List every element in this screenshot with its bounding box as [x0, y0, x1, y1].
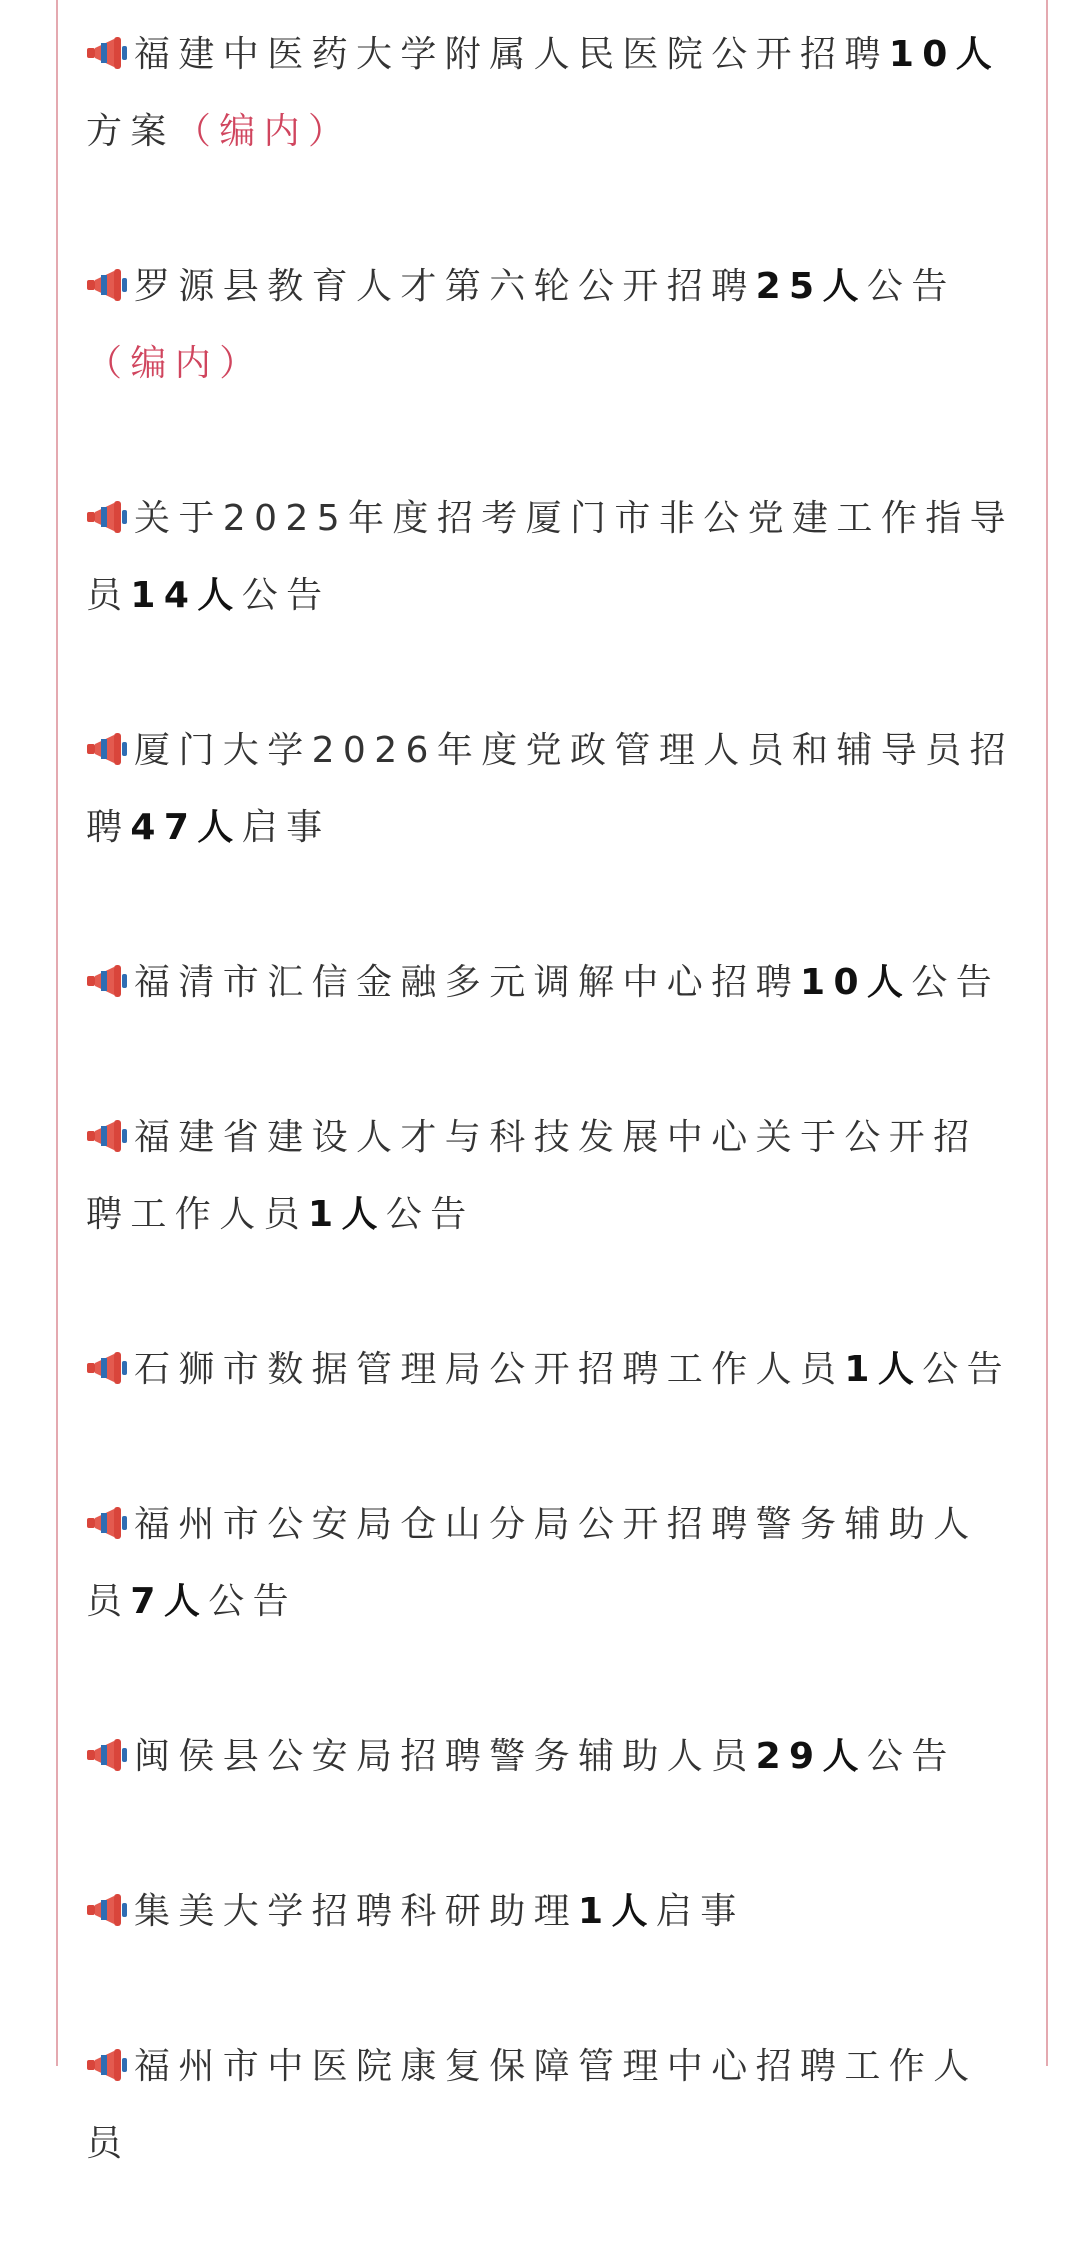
item-title: 福州市中医院康复保障管理中心招聘工作人员	[86, 2046, 978, 2164]
item-suffix: 公告	[911, 962, 1001, 1003]
item-suffix: 公告	[385, 1194, 475, 1235]
item-title: 福清市汇信金融多元调解中心招聘	[134, 962, 801, 1003]
recruit-count: 1人	[308, 1194, 386, 1235]
list-item-10[interactable]	[86, 1873, 1016, 1950]
list-item-7[interactable]	[86, 1331, 1016, 1408]
recruit-count: 7人	[130, 1581, 209, 1622]
item-title: 福建中医药大学附属人民医院公开招聘	[134, 34, 889, 75]
megaphone-icon	[86, 1893, 130, 1927]
item-suffix: 公告	[241, 575, 331, 616]
recruit-count: 47人	[130, 807, 242, 848]
recruit-count: 14人	[130, 575, 242, 616]
item-suffix: 公告	[208, 1581, 298, 1622]
item-suffix: 启事	[241, 807, 331, 848]
item-title: 石狮市数据管理局公开招聘工作人员	[134, 1349, 845, 1390]
recruit-count: 10人	[888, 34, 1001, 75]
megaphone-icon	[86, 500, 130, 534]
megaphone-icon	[86, 1738, 130, 1772]
item-title: 闽侯县公安局招聘警务辅助人员	[134, 1736, 756, 1777]
job-announcement-list	[86, 16, 1016, 2260]
recruit-count: 10人	[800, 962, 912, 1003]
item-title: 厦门大学2026年度党政管理人员和辅导员招聘	[86, 730, 1015, 848]
item-title: 集美大学招聘科研助理	[134, 1891, 579, 1932]
list-item-11[interactable]	[86, 2028, 1016, 2182]
staffing-tag: （编内）	[86, 343, 264, 384]
item-title: 福建省建设人才与科技发展中心关于公开招聘工作人员	[86, 1117, 978, 1235]
megaphone-icon	[86, 36, 130, 70]
megaphone-icon	[86, 2048, 130, 2082]
item-suffix: 公告	[866, 1736, 956, 1777]
megaphone-icon	[86, 1351, 130, 1385]
item-suffix: 方案	[86, 111, 175, 152]
item-suffix: 启事	[655, 1891, 745, 1932]
recruit-count: 1人	[844, 1349, 923, 1390]
list-item-1[interactable]	[86, 16, 1016, 170]
megaphone-icon	[86, 1119, 130, 1153]
item-suffix: 公告	[866, 266, 956, 307]
recruit-count: 25人	[755, 266, 867, 307]
megaphone-icon	[86, 1506, 130, 1540]
list-item-5[interactable]	[86, 944, 1016, 1021]
item-suffix: 公告	[922, 1349, 1012, 1390]
megaphone-icon	[86, 732, 130, 766]
item-title: 罗源县教育人才第六轮公开招聘	[134, 266, 756, 307]
list-item-3[interactable]	[86, 480, 1016, 634]
list-item-6[interactable]	[86, 1099, 1016, 1253]
item-title: 关于2025年度招考厦门市非公党建工作指导员	[86, 498, 1015, 616]
item-title: 福州市公安局仓山分局公开招聘警务辅助人员	[86, 1504, 978, 1622]
list-item-2[interactable]	[86, 248, 1016, 402]
list-item-9[interactable]	[86, 1718, 1016, 1795]
list-item-4[interactable]	[86, 712, 1016, 866]
list-item-8[interactable]	[86, 1486, 1016, 1640]
megaphone-icon	[86, 268, 130, 302]
recruit-count: 29人	[755, 1736, 867, 1777]
recruit-count: 1人	[578, 1891, 656, 1932]
staffing-tag: （编内）	[174, 111, 353, 152]
megaphone-icon	[86, 964, 130, 998]
